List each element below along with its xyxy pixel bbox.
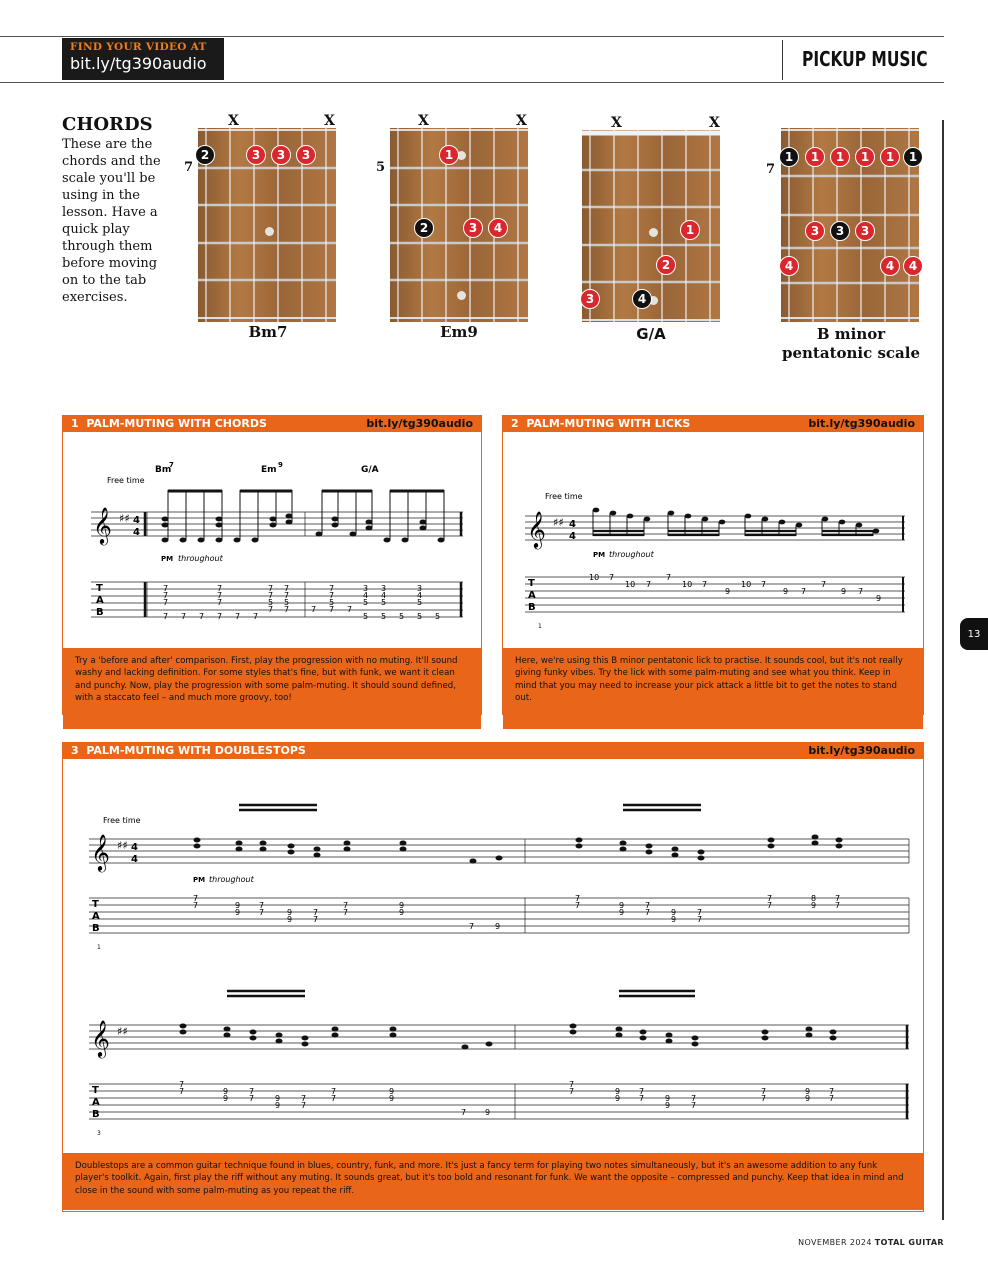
svg-text:9: 9 <box>725 587 731 596</box>
svg-text:5: 5 <box>399 612 405 621</box>
svg-text:7: 7 <box>829 1094 835 1103</box>
finger-dot: 3 <box>463 218 483 238</box>
bar-number: 1 <box>97 944 101 951</box>
svg-text:7: 7 <box>639 1094 645 1103</box>
svg-text:7: 7 <box>217 591 223 600</box>
svg-text:9: 9 <box>389 1094 395 1103</box>
issue-date: NOVEMBER 2024 <box>798 1238 872 1247</box>
svg-text:7: 7 <box>163 612 169 621</box>
finger-dot: 2 <box>656 255 676 275</box>
svg-text:5: 5 <box>363 612 369 621</box>
svg-text:5: 5 <box>417 612 423 621</box>
finger-dot: 1 <box>880 147 900 167</box>
finger-dot: 2 <box>414 218 434 238</box>
svg-text:7: 7 <box>329 591 335 600</box>
svg-text:9: 9 <box>223 1094 229 1103</box>
svg-text:7: 7 <box>645 908 651 917</box>
svg-text:7: 7 <box>639 1087 645 1096</box>
palm-mute-mark: PM <box>593 551 606 559</box>
svg-text:7: 7 <box>609 573 615 582</box>
key-signature: ♯♯ <box>553 516 564 529</box>
svg-text:7: 7 <box>313 908 319 917</box>
chord-symbol: Em <box>261 465 277 475</box>
svg-text:10: 10 <box>682 580 693 589</box>
key-signature: ♯♯ <box>117 1025 128 1038</box>
svg-text:7: 7 <box>163 598 169 607</box>
svg-text:10: 10 <box>741 580 752 589</box>
example-number: 1 <box>71 417 79 430</box>
svg-text:9: 9 <box>485 1108 491 1117</box>
svg-text:7: 7 <box>697 908 703 917</box>
example-2-header <box>503 416 923 432</box>
svg-text:5: 5 <box>417 598 423 607</box>
svg-text:9: 9 <box>399 908 405 917</box>
svg-text:9: 9 <box>275 1094 281 1103</box>
svg-text:7: 7 <box>575 894 581 903</box>
tab-numbers <box>589 573 881 603</box>
chord-symbol: Bm <box>155 465 172 475</box>
svg-text:5: 5 <box>329 598 335 607</box>
finger-dot: 3 <box>805 221 825 241</box>
chord-name-em9: Em9 <box>440 323 478 341</box>
svg-text:7: 7 <box>761 580 767 589</box>
svg-text:9: 9 <box>811 901 817 910</box>
treble-clef: 𝄞 <box>527 510 546 548</box>
svg-text:7: 7 <box>179 1087 185 1096</box>
chords-heading: CHORDS <box>62 114 153 135</box>
svg-text:7: 7 <box>343 901 349 910</box>
svg-text:7: 7 <box>575 901 581 910</box>
example-title: PALM-MUTING WITH LICKS <box>526 417 691 430</box>
magazine-name: TOTAL GUITAR <box>874 1238 944 1247</box>
svg-text:9: 9 <box>495 922 501 931</box>
finger-dot: 1 <box>779 147 799 167</box>
tab-b: B <box>92 923 100 934</box>
svg-text:10: 10 <box>625 580 636 589</box>
svg-text:5: 5 <box>381 612 387 621</box>
palm-mute-mark: PM <box>161 555 174 563</box>
svg-text:4: 4 <box>363 591 369 600</box>
time-signature-bottom: 4 <box>569 531 576 542</box>
svg-text:7: 7 <box>217 598 223 607</box>
svg-text:5: 5 <box>284 598 290 607</box>
svg-text:7: 7 <box>313 915 319 924</box>
svg-text:9: 9 <box>619 901 625 910</box>
finger-dot: 3 <box>580 289 600 309</box>
svg-text:9: 9 <box>287 908 293 917</box>
svg-text:7: 7 <box>761 1094 767 1103</box>
svg-text:4: 4 <box>417 591 423 600</box>
svg-text:7: 7 <box>301 1094 307 1103</box>
svg-text:9: 9 <box>235 908 241 917</box>
mute-mark: X <box>709 115 720 131</box>
chord-symbol: 7 <box>169 461 174 469</box>
svg-text:5: 5 <box>268 598 274 607</box>
video-label: FIND YOUR VIDEO AT <box>70 41 207 53</box>
example-2-notation <box>503 432 922 648</box>
svg-text:7: 7 <box>284 605 290 614</box>
bar-number: 1 <box>538 623 542 630</box>
svg-text:5: 5 <box>363 598 369 607</box>
svg-text:7: 7 <box>193 894 199 903</box>
mute-mark: X <box>611 115 622 131</box>
mute-mark: X <box>418 113 429 129</box>
fret-number: 7 <box>184 160 194 175</box>
finger-dot: 1 <box>903 147 923 167</box>
time-signature-top: 4 <box>133 515 140 526</box>
svg-text:9: 9 <box>805 1087 811 1096</box>
svg-text:7: 7 <box>646 580 652 589</box>
svg-text:9: 9 <box>671 908 677 917</box>
svg-text:7: 7 <box>259 908 265 917</box>
finger-dot: 4 <box>632 289 652 309</box>
palm-mute-mark: PM <box>193 876 206 884</box>
svg-text:9: 9 <box>841 587 847 596</box>
example-title: PALM-MUTING WITH CHORDS <box>86 417 267 430</box>
svg-text:7: 7 <box>569 1087 575 1096</box>
svg-text:9: 9 <box>615 1094 621 1103</box>
svg-text:7: 7 <box>179 1080 185 1089</box>
tab-a: A <box>96 595 104 606</box>
finger-dot: 1 <box>830 147 850 167</box>
svg-text:9: 9 <box>223 1087 229 1096</box>
example-2-link[interactable]: bit.ly/tg390audio <box>808 417 915 430</box>
svg-text:7: 7 <box>767 894 773 903</box>
chord-name-ga: G/A <box>636 325 666 343</box>
svg-text:9: 9 <box>235 901 241 910</box>
svg-text:7: 7 <box>163 591 169 600</box>
svg-text:5: 5 <box>381 598 387 607</box>
svg-text:7: 7 <box>691 1094 697 1103</box>
svg-text:7: 7 <box>461 1108 467 1117</box>
svg-text:7: 7 <box>829 1087 835 1096</box>
fret-inlay <box>457 291 466 300</box>
finger-dot: 4 <box>488 218 508 238</box>
fret-number: 7 <box>766 162 776 177</box>
mute-mark: X <box>324 113 335 129</box>
svg-text:7: 7 <box>801 587 807 596</box>
finger-dot: 1 <box>439 145 459 165</box>
example-number: 2 <box>511 417 519 430</box>
tab-a: A <box>92 911 100 922</box>
example-title: PALM-MUTING WITH DOUBLESTOPS <box>86 744 306 757</box>
mute-mark: X <box>228 113 239 129</box>
finger-dot: 4 <box>779 256 799 276</box>
svg-text:7: 7 <box>767 901 773 910</box>
svg-text:7: 7 <box>821 580 827 589</box>
svg-text:7: 7 <box>858 587 864 596</box>
svg-text:3: 3 <box>417 584 423 593</box>
svg-text:7: 7 <box>329 605 335 614</box>
treble-clef: 𝄞 <box>91 1019 110 1057</box>
svg-text:7: 7 <box>249 1087 255 1096</box>
palm-mute-throughout: throughout <box>178 554 223 563</box>
tab-t: T <box>96 583 103 594</box>
tab-a: A <box>528 590 536 601</box>
svg-text:7: 7 <box>331 1094 337 1103</box>
example-1-notation <box>63 432 480 648</box>
time-signature-top: 4 <box>131 842 138 853</box>
svg-text:3: 3 <box>381 584 387 593</box>
svg-text:9: 9 <box>805 1094 811 1103</box>
palm-mute-throughout: throughout <box>209 875 254 884</box>
time-signature-bottom: 4 <box>131 854 138 865</box>
example-3-box <box>62 742 924 1212</box>
svg-text:7: 7 <box>469 922 475 931</box>
svg-text:7: 7 <box>217 612 223 621</box>
svg-text:9: 9 <box>671 915 677 924</box>
chords-intro: These are the chords and the scale you'll be using in the lesson. Have a quick play through them before moving on to the tab exercises. <box>62 137 161 305</box>
header-top-rule <box>0 36 944 37</box>
svg-text:7: 7 <box>311 605 317 614</box>
svg-text:5: 5 <box>435 612 441 621</box>
example-3-notation <box>63 759 922 1153</box>
finger-dot: 3 <box>296 145 316 165</box>
svg-text:7: 7 <box>569 1080 575 1089</box>
svg-text:7: 7 <box>835 901 841 910</box>
tab-a: A <box>92 1097 100 1108</box>
example-3-header <box>63 743 923 759</box>
treble-clef: 𝄞 <box>91 833 110 871</box>
svg-text:9: 9 <box>665 1094 671 1103</box>
svg-text:7: 7 <box>329 584 335 593</box>
chord-symbol: 9 <box>278 461 283 469</box>
svg-text:7: 7 <box>691 1101 697 1110</box>
tab-t: T <box>92 1085 99 1096</box>
time-signature-top: 4 <box>569 519 576 530</box>
svg-text:9: 9 <box>619 908 625 917</box>
finger-dot: 1 <box>855 147 875 167</box>
example-3-link[interactable]: bit.ly/tg390audio <box>808 744 915 757</box>
free-time-label: Free time <box>107 476 145 485</box>
example-2-box <box>502 415 924 715</box>
svg-text:8: 8 <box>811 894 817 903</box>
finger-dot: 3 <box>271 145 291 165</box>
svg-text:7: 7 <box>761 1087 767 1096</box>
chord-symbol: G/A <box>361 465 379 475</box>
example-1-header <box>63 416 481 432</box>
svg-text:7: 7 <box>702 580 708 589</box>
finger-dot: 3 <box>246 145 266 165</box>
svg-text:7: 7 <box>253 612 259 621</box>
svg-text:10: 10 <box>589 573 600 582</box>
svg-text:7: 7 <box>268 591 274 600</box>
page-number-tab: 13 <box>960 618 988 650</box>
key-signature: ♯♯ <box>117 839 128 852</box>
tab-b: B <box>528 602 536 613</box>
tab-t: T <box>92 899 99 910</box>
header-divider <box>782 40 783 80</box>
svg-text:9: 9 <box>275 1101 281 1110</box>
svg-text:9: 9 <box>399 901 405 910</box>
svg-text:9: 9 <box>783 587 789 596</box>
finger-dot: 2 <box>195 145 215 165</box>
svg-text:7: 7 <box>697 915 703 924</box>
svg-text:7: 7 <box>645 901 651 910</box>
page-footer <box>798 1238 944 1247</box>
finger-dot: 1 <box>805 147 825 167</box>
svg-text:3: 3 <box>363 584 369 593</box>
chord-name-bm7: Bm7 <box>248 323 288 341</box>
svg-text:7: 7 <box>199 612 205 621</box>
example-3-description: Doublestops are a common guitar technique found in blues, country, funk, and more. It's just a fancy term for playing two notes simultaneously, but it's an awesome addition to any funk player's toolkit. Again, first play the riff without any muting. It sounds great, but it's too bold and resonant for funk. We want the opposite – compressed and punchy. Keep that idea in mind and close in the sound with some palm-muting as you repeat the riff. <box>63 1153 923 1210</box>
tab-t: T <box>528 578 535 589</box>
svg-text:7: 7 <box>181 612 187 621</box>
example-1-link[interactable]: bit.ly/tg390audio <box>366 417 473 430</box>
free-time-label: Free time <box>103 816 141 825</box>
svg-text:7: 7 <box>343 908 349 917</box>
right-margin-rule <box>942 120 944 1220</box>
video-url-link[interactable]: bit.ly/tg390audio <box>70 54 207 73</box>
svg-text:4: 4 <box>381 591 387 600</box>
treble-clef: 𝄞 <box>93 506 112 544</box>
svg-text:9: 9 <box>615 1087 621 1096</box>
finger-dot: 1 <box>680 220 700 240</box>
fret-inlay <box>649 228 658 237</box>
svg-text:7: 7 <box>347 605 353 614</box>
svg-text:7: 7 <box>268 605 274 614</box>
example-1-box <box>62 415 482 715</box>
svg-text:7: 7 <box>284 584 290 593</box>
example-2-description: Here, we're using this B minor pentatonic lick to practise. It sounds cool, but it's not really giving funky vibes. Try the lick with some palm-muting and see what you think. Keep in mind that you may need to increase your pick attack a little bit to get the notes to stand out. <box>503 648 923 729</box>
fret-inlay <box>265 227 274 236</box>
finger-dot: 3 <box>830 221 850 241</box>
palm-mute-throughout: throughout <box>609 550 654 559</box>
fret-number: 5 <box>376 160 386 175</box>
bar-number: 3 <box>97 1130 101 1137</box>
mute-mark: X <box>516 113 527 129</box>
finger-dot: 4 <box>903 256 923 276</box>
svg-text:7: 7 <box>193 901 199 910</box>
svg-text:7: 7 <box>163 584 169 593</box>
svg-text:9: 9 <box>389 1087 395 1096</box>
finger-dot: 3 <box>855 221 875 241</box>
svg-text:7: 7 <box>217 584 223 593</box>
svg-text:9: 9 <box>287 915 293 924</box>
key-signature: ♯♯ <box>119 512 130 525</box>
example-number: 3 <box>71 744 79 757</box>
svg-text:9: 9 <box>876 594 882 603</box>
svg-text:7: 7 <box>235 612 241 621</box>
svg-text:7: 7 <box>835 894 841 903</box>
svg-text:7: 7 <box>259 901 265 910</box>
header-bottom-rule <box>0 82 944 83</box>
tab-b: B <box>96 607 104 618</box>
section-title: PICKUP MUSIC <box>802 47 928 71</box>
free-time-label: Free time <box>545 492 583 501</box>
finger-dot: 4 <box>880 256 900 276</box>
time-signature-bottom: 4 <box>133 527 140 538</box>
svg-text:7: 7 <box>268 584 274 593</box>
svg-text:7: 7 <box>249 1094 255 1103</box>
tab-b: B <box>92 1109 100 1120</box>
svg-text:7: 7 <box>301 1101 307 1110</box>
svg-text:7: 7 <box>284 591 290 600</box>
svg-text:7: 7 <box>331 1087 337 1096</box>
example-1-description: Try a 'before and after' comparison. First, play the progression with no muting. It'll sound washy and lacking definition. For some styles that's fine, but with funk, we want it clean and punchy. Now, play the progression with some palm-muting. It should sound defined, with a staccato feel – and much more groovy, too! <box>63 648 481 729</box>
svg-text:7: 7 <box>666 573 672 582</box>
tab-numbers <box>179 894 840 1117</box>
chord-name-pentatonic: B minor pentatonic scale <box>781 325 921 362</box>
tab-numbers <box>163 584 440 621</box>
svg-text:9: 9 <box>665 1101 671 1110</box>
